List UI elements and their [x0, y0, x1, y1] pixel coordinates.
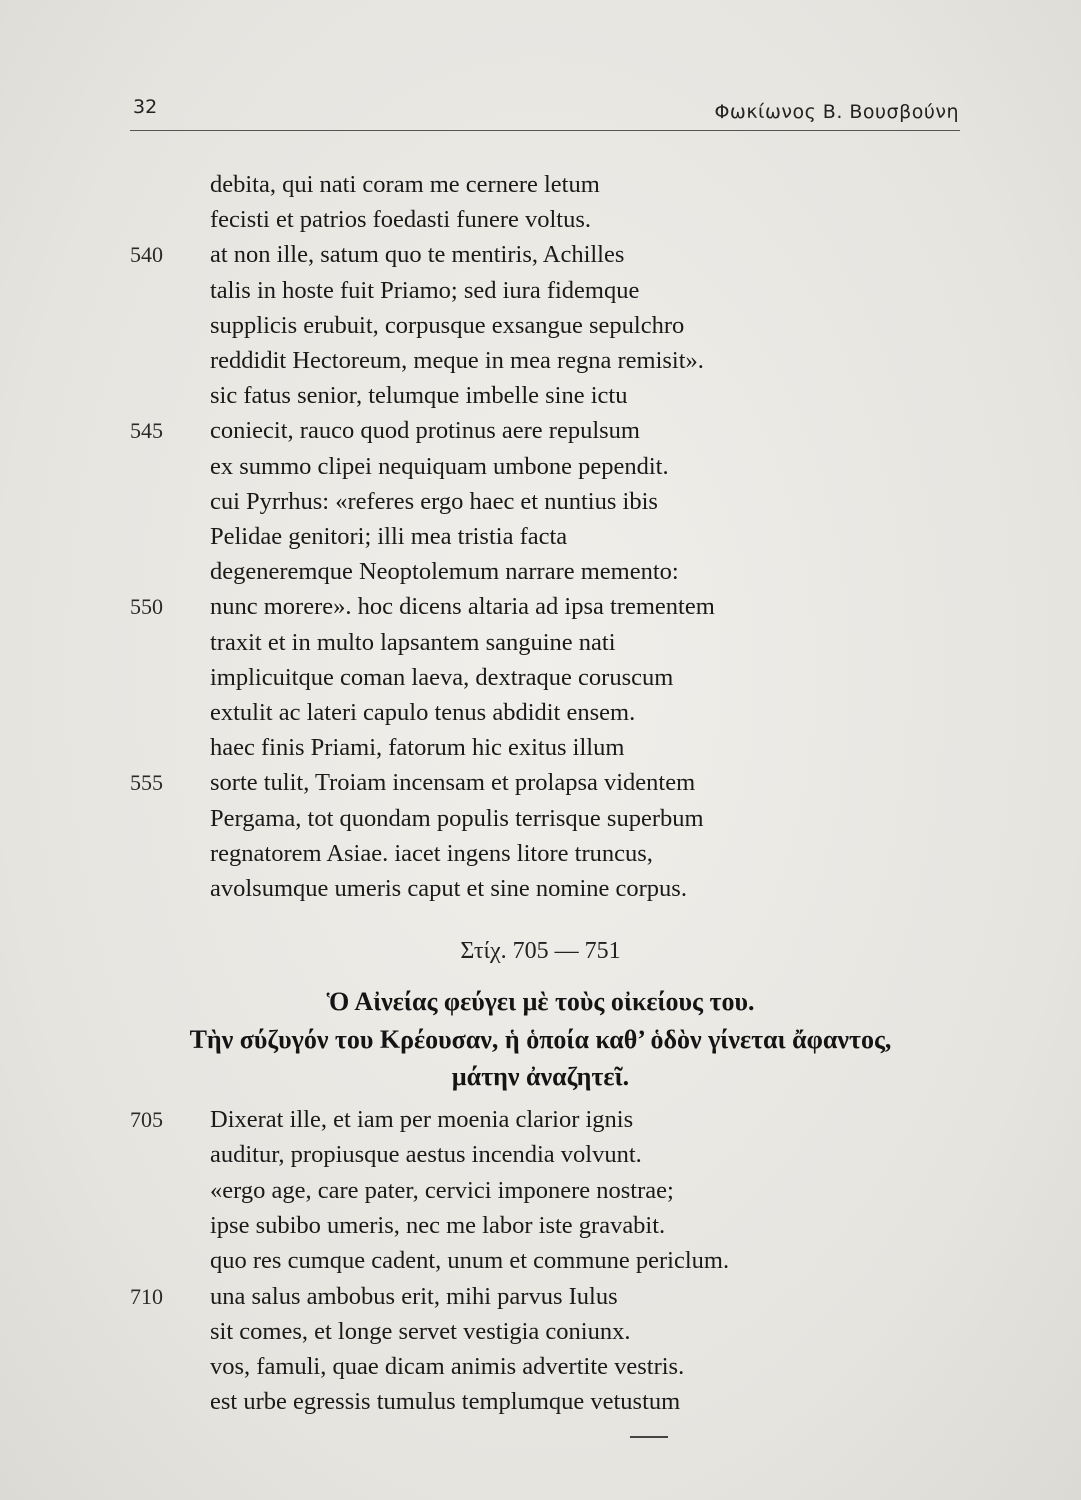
verse-line [0, 1279, 1081, 1314]
header-rule [130, 130, 960, 131]
verse-text: haec finis Priami, fatorum hic exitus illum [210, 734, 625, 762]
verse-text: quo res cumque cadent, unum et commune periclum. [210, 1247, 730, 1275]
verse-text: una salus ambobus erit, mihi parvus Iulus [210, 1282, 618, 1310]
verse-text: regnatorem Asiae. iacet ingens litore truncus, [210, 839, 653, 867]
verse-line [0, 237, 1081, 272]
verse-line [0, 554, 1081, 589]
verse-line [0, 730, 1081, 765]
verse-text: traxit et in multo lapsantem sanguine nati [210, 628, 616, 656]
verse-text: supplicis erubuit, corpusque exsangue sepulchro [210, 311, 685, 339]
verse-line [0, 449, 1081, 484]
verse-line [0, 1384, 1081, 1419]
running-header-author: Φωκίωνος Β. Βουσβούνη [714, 101, 959, 123]
verse-line [0, 871, 1081, 906]
line-number: 550 [130, 594, 163, 620]
verse-text: reddidit Hectoreum, meque in mea regna remisit». [210, 347, 704, 374]
verse-text: auditur, propiusque aestus incendia volvunt. [210, 1141, 642, 1169]
verse-line [0, 695, 1081, 730]
verse-text: degeneremque Neoptolemum narrare memento: [210, 558, 679, 586]
verse-line [0, 167, 1081, 202]
verse-text: at non ille, satum quo te mentiris, Achilles [210, 241, 625, 269]
line-number: 705 [130, 1107, 163, 1132]
verse-line [0, 1102, 1081, 1137]
verse-line [0, 484, 1081, 519]
verse-line [0, 1349, 1081, 1384]
verse-line [0, 308, 1081, 343]
verse-text: sorte tulit, Troiam incensam et prolapsa videntem [210, 769, 696, 797]
page-number: 32 [133, 96, 158, 118]
verse-text: avolsumque umeris caput et sine nomine corpus. [210, 875, 687, 902]
section-title-line-2: Τὴν σύζυγόν του Κρέουσαν, ἡ ὁποία καθ’ ὁδὸν γίνεται ἄφαντος, [189, 1025, 892, 1054]
verse-line [0, 1173, 1081, 1208]
verse-text: «ergo age, care pater, cervici imponere nostrae; [210, 1176, 674, 1204]
verse-text: est urbe egressis tumulus templumque vetustum [210, 1388, 681, 1416]
verse-text: debita, qui nati coram me cernere letum [210, 171, 600, 198]
verse-text: fecisti et patrios foedasti funere voltus. [210, 206, 591, 234]
verse-text: Pergama, tot quondam populis terrisque superbum [210, 804, 704, 832]
verse-line [0, 1137, 1081, 1172]
verse-text: extulit ac lateri capulo tenus abdidit ensem. [210, 699, 636, 726]
verse-text: coniecit, rauco quod protinus aere repulsum [210, 417, 640, 445]
verse-line [0, 589, 1081, 624]
verse-line [0, 1314, 1081, 1349]
verse-text: talis in hoste fuit Priamo; sed iura fidemque [210, 276, 640, 304]
line-number: 555 [130, 770, 163, 796]
section-reference: Στίχ. 705 — 751 [460, 938, 621, 964]
verse-text: Pelidae genitori; illi mea tristia facta [210, 523, 568, 550]
verse-line [0, 273, 1081, 308]
verse-line [0, 202, 1081, 237]
line-number: 545 [130, 418, 163, 444]
verse-line [0, 343, 1081, 378]
line-number: 540 [130, 242, 163, 268]
verse-line [0, 660, 1081, 695]
verse-line [0, 1208, 1081, 1243]
section-title-line-3: μάτην ἀναζητεῖ. [451, 1062, 630, 1091]
verse-text: implicuitque coman laeva, dextraque coruscum [210, 663, 674, 691]
verse-line [0, 765, 1081, 800]
verse-text: vos, famuli, quae dicam animis advertite vestris. [210, 1353, 685, 1381]
verse-line [0, 413, 1081, 448]
section-title-line-1: Ὁ Αἰνείας φεύγει μὲ τοὺς οἰκείους του. [326, 987, 755, 1016]
verse-line [0, 625, 1081, 660]
verse-text: Dixerat ille, et iam per moenia clarior ignis [210, 1106, 634, 1133]
verse-text: cui Pyrrhus: «referes ergo haec et nuntius ibis [210, 487, 658, 515]
verse-text: sic fatus senior, telumque imbelle sine ictu [210, 382, 628, 410]
verse-text: ex summo clipei nequiquam umbone pependit. [210, 452, 669, 480]
verse-text: nunc morere». hoc dicens altaria ad ipsa trementem [210, 593, 715, 621]
verse-line [0, 1243, 1081, 1278]
verse-text: sit comes, et longe servet vestigia coniunx. [210, 1317, 631, 1345]
verse-line [0, 801, 1081, 836]
verse-line [0, 836, 1081, 871]
line-number: 710 [130, 1283, 163, 1309]
verse-line [0, 378, 1081, 413]
verse-text: ipse subibo umeris, nec me labor iste gravabit. [210, 1211, 666, 1239]
footer-mark [630, 1436, 668, 1438]
verse-line [0, 519, 1081, 554]
